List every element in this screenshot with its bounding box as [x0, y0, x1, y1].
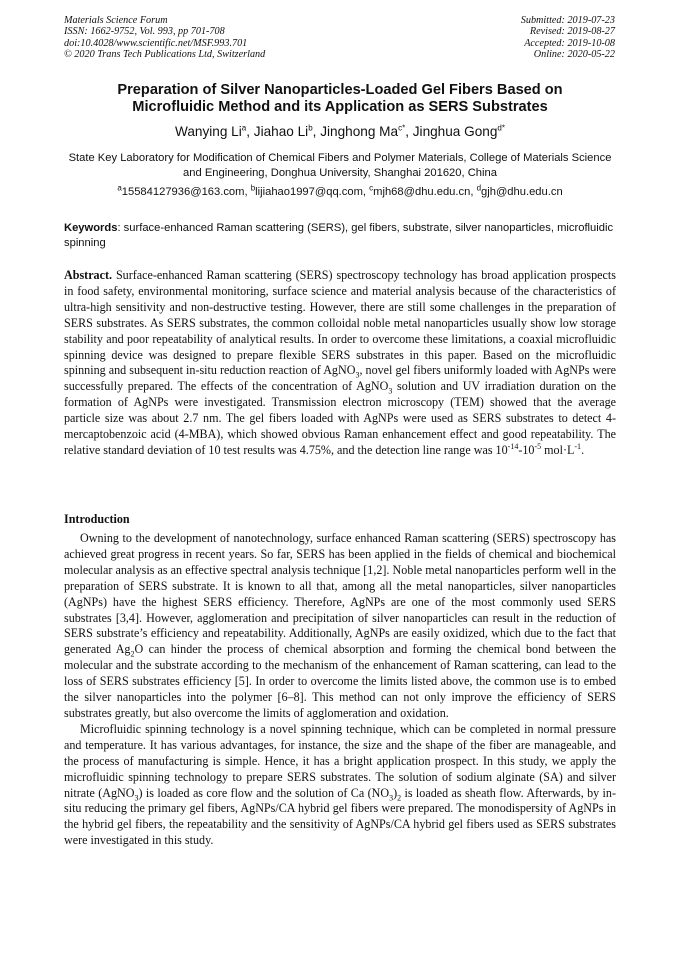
keywords-text: : surface-enhanced Raman scattering (SERS), gel fibers, substrate, silver nanoparticles, microfluidic spinning — [64, 222, 614, 249]
author-name: Jinghua Gong — [412, 124, 498, 139]
email-address[interactable]: mjh68@dhu.edu.cn — [373, 186, 471, 198]
separator: , — [244, 186, 251, 198]
submitted-date: Submitted: 2019-07-23 — [520, 15, 615, 26]
keywords — [64, 221, 616, 251]
subscript: 3 — [134, 792, 139, 802]
superscript: -5 — [534, 441, 542, 451]
online-date: Online: 2020-05-22 — [533, 48, 615, 60]
doi-line: doi:10.4028/www.scientific.net/MSF.993.701 — [64, 37, 248, 49]
abstract-text: solution and UV irradiation duration on the formation of AgNPs were investigated. Transmission electron microscopy (TEM) showed that the average particle size was about 2.7 nm. The gel fibers loaded with AgNPs were used as SERS substrates to detect 4-mercaptobenzoic acid (4-MBA), which showed obvious Raman enhancement effect and good repeatability. The relative standard deviation of 10 test results was 4.75%, and the detection line range was 10 — [64, 379, 617, 457]
paragraph — [64, 531, 616, 722]
section-heading: Introduction — [64, 512, 130, 526]
separator: , — [362, 186, 370, 198]
paragraph-text: ) is loaded as core flow and the solution of Ca (NO — [138, 785, 390, 800]
revised-date: Revised: 2019-08-27 — [529, 26, 615, 38]
affiliation: State Key Laboratory for Modification of Chemical Fibers and Polymer Materials, College of Materials Science and Engineering, Donghua University, Shanghai 201620, China — [68, 152, 612, 179]
separator: , — [405, 124, 413, 139]
email-address[interactable]: 15584127936@163.com — [121, 186, 245, 198]
abstract-text: mol·L — [541, 442, 575, 457]
publication-dates — [521, 15, 615, 60]
journal-name: Materials Science Forum — [64, 15, 168, 26]
copyright-line: © 2020 Trans Tech Publications Ltd, Switzerland — [64, 48, 266, 60]
email-marker: a — [117, 183, 122, 193]
accepted-date: Accepted: 2019-10-08 — [524, 37, 615, 49]
journal-info — [64, 15, 265, 60]
subscript: 2 — [130, 649, 135, 659]
introduction-body — [64, 531, 616, 849]
author-name: Jiahao Li — [253, 124, 309, 139]
email-marker: d — [476, 183, 482, 193]
email-marker: b — [250, 183, 256, 193]
author-marker: c* — [398, 123, 406, 133]
subscript: 3 — [355, 370, 360, 380]
paragraph — [64, 722, 616, 849]
author-name: Wanying Li — [175, 124, 242, 139]
paper-title — [60, 82, 620, 116]
paragraph-text: is loaded as sheath flow. Afterwards, by in-situ reducing the primary gel fibers, AgNPs/CA hybrid gel fibers were prepared. The monodispersity of AgNPs in the hybrid gel fibers, the repeatability and the sensitivity of AgNPs/CA hybrid gel fibers used as SERS substrates were investigated in this study. — [64, 785, 616, 848]
title-line: Preparation of Silver Nanoparticles-Loaded Gel Fibers Based on — [117, 82, 563, 98]
subscript: 2 — [397, 792, 402, 802]
keywords-label: Keywords — [64, 222, 118, 234]
paragraph-text: O can hinder the process of chemical absorption and forming the chemical bond between the molecular and the substrate according to the mechanism of the enhancement of Raman scattering, can lead to the loss of SERS substrates efficiency [5]. In order to overcome the limits listed above, the common use is to embed the silver nanoparticles into the polymer [6–8]. This method can not only improve the efficiency of SERS substrates greatly, but also overcome the limits of agglomeration and oxidation. — [64, 642, 616, 720]
title-line: Microfluidic Method and its Application as SERS Substrates — [132, 99, 548, 115]
paragraph-text: Microfluidic spinning technology is a novel spinning technique, which can be completed in normal pressure and temperature. It has various advantages, for instance, the size and the shape of the fiber are manageable, and the process of manufacturing is simple. Hence, it has a bright application prospect. In this study, we apply the microfluidic spinning technology to prepare SERS substrates. The solution of sodium alginate (SA) and silver nitrate (AgNO — [64, 721, 616, 800]
paragraph-text: Owning to the development of nanotechnology, surface enhanced Raman scattering (SERS) spectroscopy has achieved great progress in recent years. So far, SERS has been applied in the fields of chemical and biochemical molecular analysis as an effective spectral analysis technique [1,2]. Noble metal nanoparticles perform well in the preparation of SERS substrate. It is known to all that, among all the metal nanoparticles, silver nanoparticles (AgNPs) have the highest SERS efficiency. Therefore, AgNPs are one of the most commonly used SERS substrates [3,4]. However, agglomeration and precipitation of silver nanoparticles can result in the reduction of SERS substrate’s efficiency and repeatability. Additionally, AgNPs are easily oxidized, which due to the fact that generated Ag — [64, 531, 616, 657]
author-emails — [64, 185, 616, 200]
abstract-label: Abstract. — [64, 268, 113, 282]
abstract-text: , novel gel fibers uniformly loaded with AgNPs were successfully prepared. The effects of the concentration of AgNO — [64, 363, 616, 394]
superscript: -14 — [507, 441, 519, 451]
author-name: Jinghong Ma — [320, 124, 399, 139]
superscript: -1 — [574, 441, 582, 451]
author-list — [60, 124, 620, 140]
subscript: 3 — [389, 792, 394, 802]
separator: , — [246, 124, 254, 139]
email-address[interactable]: gjh@dhu.edu.cn — [481, 186, 563, 198]
author-marker: a — [241, 123, 247, 133]
author-marker: b — [308, 123, 313, 133]
abstract — [64, 268, 616, 459]
email-address[interactable]: lijiahao1997@qq.com — [255, 186, 363, 198]
issn-line: ISSN: 1662-9752, Vol. 993, pp 701-708 — [64, 26, 225, 38]
abstract-text: -10 — [518, 442, 535, 457]
separator: , — [470, 186, 477, 198]
subscript: 3 — [388, 386, 393, 396]
separator: , — [312, 124, 321, 139]
email-marker: c — [369, 183, 374, 193]
abstract-text: Surface-enhanced Raman scattering (SERS) spectroscopy technology has broad application prospects in food safety, environmental monitoring, surface science and material analysis because of the characteristics of ultra-high sensitivity and non-destructive testing. However, there are still some challenges in the preparation of SERS substrates. As SERS substrates, the common colloidal noble metal nanoparticles usually show low storage stability and poor repeatability of analytical results. In order to overcome these limitations, a coaxial microfluidic spinning device was designed to prepare flexible SERS substrates in this paper. Based on the microfluidic spinning and subsequent in-situ reduction reaction of AgNO — [64, 268, 616, 378]
author-marker: d* — [497, 123, 505, 133]
paragraph-text: ) — [393, 785, 398, 800]
abstract-text: . — [581, 442, 585, 457]
